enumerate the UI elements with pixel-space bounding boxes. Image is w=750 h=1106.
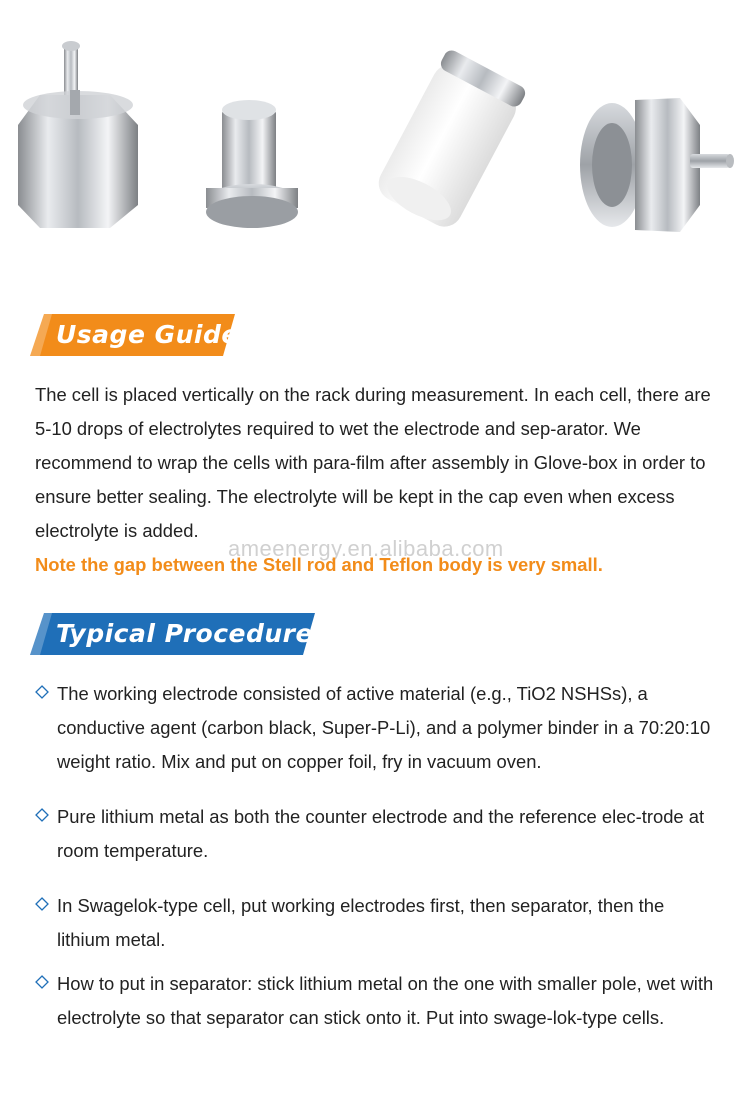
- typical-procedures-banner: [30, 613, 329, 655]
- steel-piston-part: [206, 100, 298, 228]
- usage-guide-banner: [30, 314, 239, 356]
- hex-nut-with-tube-part: [580, 98, 734, 232]
- hex-cap-with-rod-part: [18, 41, 138, 228]
- procedure-text: How to put in separator: stick lithium metal on the one with smaller pole, wet with electrolyte so that separator can stick onto it. Put into swage-lok-type cells.: [57, 973, 714, 1028]
- procedure-text: The working electrode consisted of active material (e.g., TiO2 NSHSs), a conductive agent (carbon black, Super-P-Li), and a polymer binder in a 70:20:10 weight ratio. Mix and put on copper foil, fry in vacuum oven.: [57, 683, 711, 772]
- procedure-text: In Swagelok-type cell, put working electrodes first, then separator, then the lithium metal.: [57, 895, 665, 950]
- usage-guide-text: The cell is placed vertically on the rack during measurement. In each cell, there are 5-10 drops of electrolytes required to wet the electrode and sep-arator. We recommend to wrap the cells with para-film after assembly in Glove-box in order to ensure better sealing. The electrolyte will be kept in the cap even when excess electrolyte is added.: [35, 384, 711, 541]
- diamond-bullet-icon: [35, 975, 49, 989]
- procedure-text: Pure lithium metal as both the counter electrode and the reference elec-trode at room temperature.: [57, 806, 705, 861]
- teflon-body-part: [372, 48, 528, 234]
- typical-procedures-title: Typical Procedures: [56, 619, 329, 648]
- diamond-bullet-icon: [35, 685, 49, 699]
- watermark-text: ameenergy.en.alibaba.com: [228, 536, 504, 561]
- usage-guide-title: Usage Guide: [56, 320, 239, 349]
- diamond-bullet-icon: [35, 897, 49, 911]
- product-parts-photo: [0, 0, 750, 290]
- usage-note: Note the gap between the Stell rod and Teflon body is very small.: [35, 554, 603, 575]
- diamond-bullet-icon: [35, 808, 49, 822]
